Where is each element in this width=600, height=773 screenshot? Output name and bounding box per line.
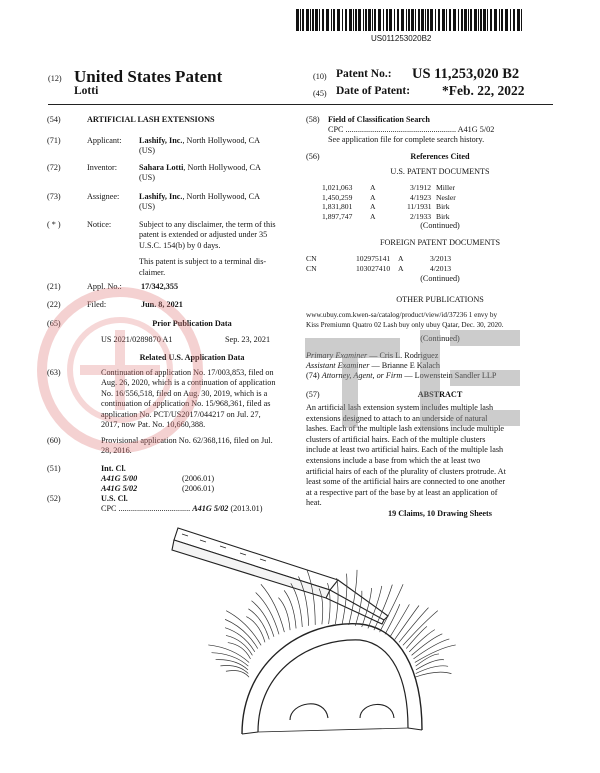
barcode-bar bbox=[449, 9, 451, 31]
int-cl-code: (51) bbox=[47, 464, 61, 473]
doc-kind: A bbox=[370, 211, 376, 221]
attorney-label: Attorney, Agent, or Firm bbox=[321, 371, 403, 380]
lash-strand bbox=[335, 578, 338, 624]
appl-code: (21) bbox=[47, 282, 61, 291]
assignee-country: (US) bbox=[139, 202, 155, 212]
us-doc-row bbox=[322, 183, 456, 193]
barcode-bar bbox=[408, 9, 410, 31]
lash-strand bbox=[225, 628, 255, 652]
abstract-line: lashes. Each of the multiple lash extensions include multiple bbox=[306, 424, 505, 434]
abstract-line: at a respective part of the base by at least an application of bbox=[306, 487, 498, 497]
barcode-bar bbox=[501, 9, 503, 31]
barcode-bar bbox=[363, 9, 364, 31]
lash-strand bbox=[246, 617, 265, 643]
title-code: (54) bbox=[47, 115, 61, 124]
doc-date: 4/1923 bbox=[410, 192, 432, 202]
lash-strand bbox=[349, 570, 357, 625]
assignee-value bbox=[139, 192, 309, 213]
barcode-bar bbox=[406, 9, 407, 31]
foreign-doc-row bbox=[306, 264, 451, 274]
field-note: See application file for complete search history. bbox=[328, 135, 485, 144]
lash-strand bbox=[248, 609, 269, 640]
claims-count: 19 Claims, 10 Drawing Sheets bbox=[388, 509, 492, 518]
kind-code: (12) bbox=[48, 74, 62, 83]
assignee-code: (73) bbox=[47, 192, 61, 201]
us-doc-row bbox=[322, 193, 456, 203]
other-pubs-heading: OTHER PUBLICATIONS bbox=[396, 295, 484, 304]
notice-line: This patent is subject to a terminal dis- bbox=[139, 257, 267, 267]
barcode-bar bbox=[365, 9, 367, 31]
abstract-line: least some of the artificial hairs are connected to one another bbox=[306, 477, 506, 487]
attorney-name: — Lowenstein Sandler LLP bbox=[404, 371, 497, 380]
doc-number: 1,897,747 bbox=[322, 211, 353, 221]
lash-strand bbox=[278, 598, 290, 631]
doc-number: 102975141 bbox=[356, 254, 391, 263]
int-cl-class: A41G 5/00 bbox=[101, 474, 138, 483]
lash-strand bbox=[403, 611, 438, 646]
barcode-bar bbox=[296, 9, 299, 31]
other-pub-line: www.ubuy.com.kwen-sa/catalog/product/view/id/37236 1 envy by bbox=[306, 311, 498, 319]
abstract-line: artificial hairs of each of the plurality of clusters protrude. At bbox=[306, 466, 506, 476]
other-pubs-text bbox=[306, 311, 504, 330]
lash-strand bbox=[261, 584, 284, 632]
provisional-code: (60) bbox=[47, 436, 61, 445]
notice-line: Subject to any disclaimer, the term of this bbox=[139, 220, 276, 229]
barcode-bar bbox=[378, 9, 381, 31]
barcode-bar bbox=[397, 9, 399, 31]
barcode-graphic bbox=[296, 9, 524, 31]
barcode-bar bbox=[442, 9, 445, 31]
primary-name: — Cris L. Rodriguez bbox=[369, 351, 439, 360]
abstract-line: extensions include a base from which the at least two bbox=[306, 455, 481, 465]
lash-extension-drawing bbox=[160, 520, 460, 755]
barcode-bar bbox=[517, 9, 520, 31]
barcode-bar bbox=[345, 9, 347, 31]
barcode-bar bbox=[315, 9, 318, 31]
lash-strand bbox=[385, 604, 400, 634]
date-code: (45) bbox=[313, 89, 327, 98]
doc-country: CN bbox=[306, 254, 317, 263]
inventor-short: Lotti bbox=[74, 85, 99, 97]
patent-no-code: (10) bbox=[313, 72, 327, 81]
us-docs-heading: U.S. PATENT DOCUMENTS bbox=[390, 167, 490, 176]
abstract-heading: ABSTRACT bbox=[417, 390, 463, 399]
inventor-name: Sahara Lotti bbox=[139, 163, 184, 172]
doc-number: 103027410 bbox=[356, 263, 391, 273]
inventor-value bbox=[139, 163, 309, 184]
applicant-country: (US) bbox=[139, 146, 155, 156]
refs-heading: References Cited bbox=[410, 152, 470, 161]
inventor-location: , North Hollywood, CA bbox=[183, 163, 261, 172]
barcode-bar bbox=[430, 9, 433, 31]
doc-name: Birk bbox=[436, 202, 450, 212]
patent-number: US 11,253,020 B2 bbox=[412, 66, 520, 82]
lash-strand bbox=[216, 660, 248, 670]
applicant-code: (71) bbox=[47, 136, 61, 145]
continued-link-foreign: (Continued) bbox=[420, 274, 460, 283]
barcode-number: US011253020B2 bbox=[371, 34, 432, 43]
abstract-code: (57) bbox=[306, 390, 320, 399]
barcode-bar bbox=[415, 9, 416, 31]
int-cl-class: A41G 5/02 bbox=[101, 484, 138, 493]
int-cl-version: (2006.01) bbox=[182, 474, 215, 483]
barcode-bar bbox=[510, 9, 511, 31]
field-cpc-line bbox=[328, 125, 494, 135]
notice-line: patent is extended or adjusted under 35 bbox=[139, 230, 268, 240]
prior-pub-heading: Prior Publication Data bbox=[152, 319, 232, 328]
barcode-bar bbox=[425, 9, 426, 31]
lash-strand bbox=[416, 660, 444, 670]
inventor-code: (72) bbox=[47, 163, 61, 172]
barcode-bar bbox=[458, 9, 459, 31]
barcode-bar bbox=[383, 9, 384, 31]
barcode-bar bbox=[394, 9, 395, 31]
barcode-bar bbox=[494, 9, 497, 31]
applicant-name: Lashify, Inc. bbox=[139, 136, 183, 145]
doc-name: Nesler bbox=[436, 192, 456, 202]
doc-kind: A bbox=[398, 254, 404, 263]
us-cl-dots: ................................... bbox=[118, 504, 191, 513]
field-dots: ...................................................... bbox=[345, 125, 457, 134]
us-doc-row bbox=[322, 212, 456, 222]
foreign-docs-table bbox=[306, 254, 451, 273]
assistant-name: — Brianne E Kalach bbox=[371, 361, 440, 370]
barcode-bar bbox=[461, 9, 463, 31]
barcode-bar bbox=[319, 9, 320, 31]
continuation-line: continuation of application No. 15/968,361, filed as bbox=[101, 399, 271, 409]
notice-code: ( * ) bbox=[47, 220, 61, 229]
inventor-country: (US) bbox=[139, 173, 155, 183]
refs-code: (56) bbox=[306, 152, 320, 161]
header-rule bbox=[48, 104, 553, 105]
barcode-bar bbox=[453, 9, 456, 31]
barcode-bar bbox=[300, 9, 301, 31]
barcode-bar bbox=[438, 9, 440, 31]
continuation-line: Continuation of application No. 17/003,853, filed on bbox=[101, 368, 274, 377]
doc-country: CN bbox=[306, 263, 317, 273]
us-cl-cpc: CPC bbox=[101, 504, 117, 513]
barcode-bar bbox=[312, 9, 314, 31]
int-cl-label: Int. Cl. bbox=[101, 464, 126, 473]
continuation-code: (63) bbox=[47, 368, 61, 377]
primary-examiner bbox=[306, 351, 438, 361]
lash-strand bbox=[362, 588, 372, 627]
primary-label: Primary Examiner bbox=[306, 351, 368, 360]
barcode-bar bbox=[499, 9, 500, 31]
barcode-bar bbox=[349, 9, 352, 31]
attorney-code: (74) bbox=[306, 371, 320, 380]
filed-date: Jun. 8, 2021 bbox=[141, 300, 183, 309]
continuation-line: application No. PCT/US2017/044217 on Jul. 27, bbox=[101, 409, 261, 419]
barcode-bar bbox=[306, 9, 309, 31]
prior-pub-number: US 2021/0289870 A1 bbox=[101, 335, 173, 344]
prior-pub-code: (65) bbox=[47, 319, 61, 328]
assistant-examiner bbox=[306, 361, 440, 371]
inventor-label: Inventor: bbox=[87, 163, 118, 172]
lash-strand bbox=[415, 672, 451, 677]
lash-strand bbox=[226, 611, 261, 646]
barcode bbox=[296, 9, 524, 31]
patent-no-label: Patent No.: bbox=[336, 68, 392, 80]
us-cl-class: A41G 5/02 bbox=[192, 504, 229, 513]
provisional-line: 28, 2016. bbox=[101, 446, 132, 456]
field-cpc: CPC bbox=[328, 125, 344, 134]
applicant-location: , North Hollywood, CA bbox=[182, 136, 261, 145]
assignee-label: Assignee: bbox=[87, 192, 120, 201]
barcode-bar bbox=[521, 9, 522, 31]
prior-pub-date: Sep. 23, 2021 bbox=[225, 335, 271, 344]
lash-strand bbox=[256, 593, 279, 635]
barcode-bar bbox=[513, 9, 515, 31]
barcode-bar bbox=[435, 9, 436, 31]
barcode-bar bbox=[401, 9, 404, 31]
foreign-doc-row bbox=[306, 254, 451, 264]
barcode-bar bbox=[483, 9, 486, 31]
date-label: Date of Patent: bbox=[336, 85, 411, 97]
barcode-bar bbox=[333, 9, 335, 31]
provisional-text bbox=[101, 436, 291, 457]
doc-date: 2/1933 bbox=[410, 211, 432, 221]
us-doc-row bbox=[322, 202, 456, 212]
doc-name: Miller bbox=[436, 183, 455, 192]
barcode-bar bbox=[474, 9, 477, 31]
lash-strand bbox=[252, 601, 274, 637]
doc-date: 11/1931 bbox=[407, 202, 432, 212]
us-cl-version: (2013.01) bbox=[230, 504, 263, 513]
us-docs-table bbox=[322, 183, 456, 221]
applicant-label: Applicant: bbox=[87, 136, 122, 145]
barcode-bar bbox=[480, 9, 482, 31]
abstract-line: clusters of artificial hairs. Each of the multiple clusters bbox=[306, 434, 486, 444]
barcode-bar bbox=[337, 9, 340, 31]
abstract-text bbox=[306, 403, 554, 509]
barcode-bar bbox=[478, 9, 479, 31]
provisional-line: Provisional application No. 62/368,116, filed on Jul. bbox=[101, 436, 273, 445]
us-cl-code: (52) bbox=[47, 494, 61, 503]
doc-date: 3/1912 bbox=[410, 183, 432, 192]
doc-number: 1,450,259 bbox=[322, 192, 353, 202]
us-cl-line bbox=[101, 504, 263, 514]
barcode-bar bbox=[490, 9, 492, 31]
barcode-bar bbox=[427, 9, 429, 31]
barcode-bar bbox=[374, 9, 376, 31]
appl-number: 17/342,355 bbox=[141, 282, 179, 291]
barcode-bar bbox=[342, 9, 343, 31]
barcode-bar bbox=[372, 9, 373, 31]
notice-line: claimer. bbox=[139, 267, 166, 277]
field-class: A41G 5/02 bbox=[457, 125, 495, 134]
notice-line: U.S.C. 154(b) by 0 days. bbox=[139, 240, 221, 250]
doc-name: Birk bbox=[436, 211, 450, 221]
abstract-line: include at least two artificial hairs. Each of the multiple lash bbox=[306, 445, 504, 455]
barcode-bar bbox=[470, 9, 472, 31]
doc-kind: A bbox=[370, 202, 376, 212]
doc-number: 1,021,063 bbox=[322, 183, 353, 192]
notice-label: Notice: bbox=[87, 220, 112, 229]
us-cl-label: U.S. Cl. bbox=[101, 494, 128, 503]
barcode-bar bbox=[464, 9, 467, 31]
barcode-bar bbox=[368, 9, 371, 31]
continuation-text bbox=[101, 368, 291, 430]
lash-strand bbox=[342, 574, 347, 625]
doc-date: 3/2013 bbox=[430, 254, 452, 263]
barcode-bar bbox=[389, 9, 392, 31]
barcode-bar bbox=[358, 9, 361, 31]
barcode-bar bbox=[386, 9, 388, 31]
barcode-bar bbox=[331, 9, 332, 31]
abstract-line: An artificial lash extension system includes multiple lash bbox=[306, 403, 494, 412]
assignee-location: , North Hollywood, CA bbox=[182, 192, 261, 201]
barcode-bar bbox=[302, 9, 304, 31]
lash-strand bbox=[208, 645, 249, 663]
related-heading: Related U.S. Application Data bbox=[139, 353, 245, 362]
doc-kind: A bbox=[370, 192, 376, 202]
barcode-bar bbox=[353, 9, 354, 31]
appl-label: Appl. No.: bbox=[87, 282, 122, 291]
barcode-bar bbox=[418, 9, 420, 31]
barcode-bar bbox=[446, 9, 447, 31]
notice-text bbox=[139, 220, 297, 278]
foreign-docs-heading: FOREIGN PATENT DOCUMENTS bbox=[379, 238, 501, 247]
assignee-name: Lashify, Inc. bbox=[139, 192, 183, 201]
abstract-line: heat. bbox=[306, 498, 322, 508]
barcode-bar bbox=[421, 9, 424, 31]
invention-title: ARTIFICIAL LASH EXTENSIONS bbox=[87, 115, 215, 124]
continued-link-other: (Continued) bbox=[420, 334, 460, 343]
filed-code: (22) bbox=[47, 300, 61, 309]
continuation-line: Aug. 26, 2020, which is a continuation of application bbox=[101, 378, 276, 388]
abstract-line: extensions designed to attach to an underside of natural bbox=[306, 413, 488, 423]
applicant-value bbox=[139, 136, 309, 157]
patent-kind-title: United States Patent bbox=[74, 67, 223, 86]
filed-label: Filed: bbox=[87, 300, 107, 309]
barcode-bar bbox=[505, 9, 508, 31]
lash-strand bbox=[225, 619, 258, 648]
barcode-bar bbox=[411, 9, 414, 31]
barcode-bar bbox=[487, 9, 488, 31]
int-cl-version: (2006.01) bbox=[182, 484, 215, 493]
barcode-bar bbox=[310, 9, 311, 31]
field-code: (58) bbox=[306, 115, 320, 124]
attorney-line bbox=[306, 371, 496, 381]
assistant-label: Assistant Examiner bbox=[306, 361, 370, 370]
barcode-bar bbox=[322, 9, 324, 31]
continued-link-us: (Continued) bbox=[420, 221, 460, 230]
lash-strand bbox=[380, 584, 403, 632]
doc-kind: A bbox=[398, 263, 404, 273]
doc-kind: A bbox=[370, 183, 376, 192]
field-heading: Field of Classification Search bbox=[328, 115, 430, 124]
continuation-line: 2017, now Pat. No. 10,660,388. bbox=[101, 420, 206, 430]
barcode-bar bbox=[355, 9, 357, 31]
barcode-bar bbox=[326, 9, 329, 31]
patent-date: *Feb. 22, 2022 bbox=[442, 83, 525, 98]
continuation-line: No. 16/556,518, filed on Aug. 30, 2019, which is a bbox=[101, 388, 268, 398]
doc-number: 1,831,801 bbox=[322, 202, 353, 212]
doc-date: 4/2013 bbox=[430, 263, 452, 273]
other-pub-line: Kiss Premiumn Quatro 02 Lash buy only ubuy Qatar, Dec. 30, 2020. bbox=[306, 320, 504, 329]
barcode-bar bbox=[468, 9, 469, 31]
lash-strand bbox=[226, 635, 252, 655]
